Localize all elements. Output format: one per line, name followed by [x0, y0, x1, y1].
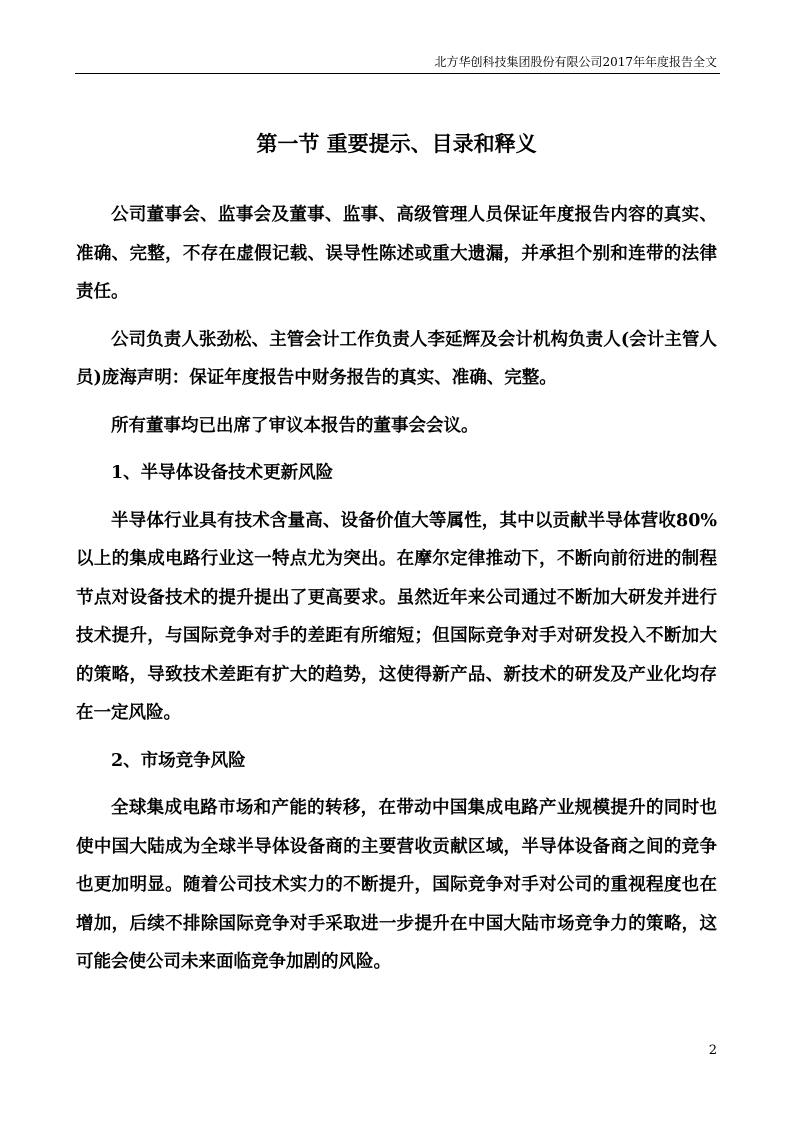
- running-header: 北方华创科技集团股份有限公司2017年年度报告全文: [434, 55, 717, 69]
- paragraph-technology-risk: 半导体行业具有技术含量高、设备价值大等属性，其中以贡献半导体营收80%以上的集成电路行业这一特点尤为突出。在摩尔定律推动下，不断向前衍进的制程节点对设备技术的提升提出了更高要求。虽然近年来公司通过不断加大研发并进行技术提升，与国际竞争对手的差距有所缩短；但国际竞争对手对研发投入不断加大的策略，导致技术差距有扩大的趋势，这使得新产品、新技术的研发及产业化均存在一定风险。: [76, 510, 717, 723]
- header-divider: [75, 73, 720, 74]
- section-title: 第一节 重要提示、目录和释义: [256, 131, 537, 156]
- page-number: 2: [708, 1043, 717, 1058]
- body-content: [76, 196, 717, 982]
- paragraph-board-guarantee: 公司董事会、监事会及董事、监事、高级管理人员保证年度报告内容的真实、准确、完整，不存在虚假记载、误导性陈述或重大遗漏，并承担个别和连带的法律责任。: [76, 205, 717, 302]
- paragraph-market-risk: 全球集成电路市场和产能的转移，在带动中国集成电路产业规模提升的同时也使中国大陆成为全球半导体设备商的主要营收贡献区域，半导体设备商之间的竞争也更加明显。随着公司技术实力的不断提升，国际竞争对手对公司的重视程度也在增加，后续不排除国际竞争对手采取进一步提升在中国大陆市场竞争力的策略，这可能会使公司未来面临竞争加剧的风险。: [76, 798, 717, 972]
- heading-technology-risk: 1、半导体设备技术更新风险: [111, 463, 334, 483]
- heading-market-risk: 2、市场竞争风险: [111, 750, 246, 771]
- paragraph-financial-statement: 公司负责人张劲松、主管会计工作负责人李延辉及会计机构负责人(会计主管人员)庞海声明：保证年度报告中财务报告的真实、准确、完整。: [76, 329, 717, 388]
- paragraph-board-attendance: 所有董事均已出席了审议本报告的董事会会议。: [111, 415, 479, 436]
